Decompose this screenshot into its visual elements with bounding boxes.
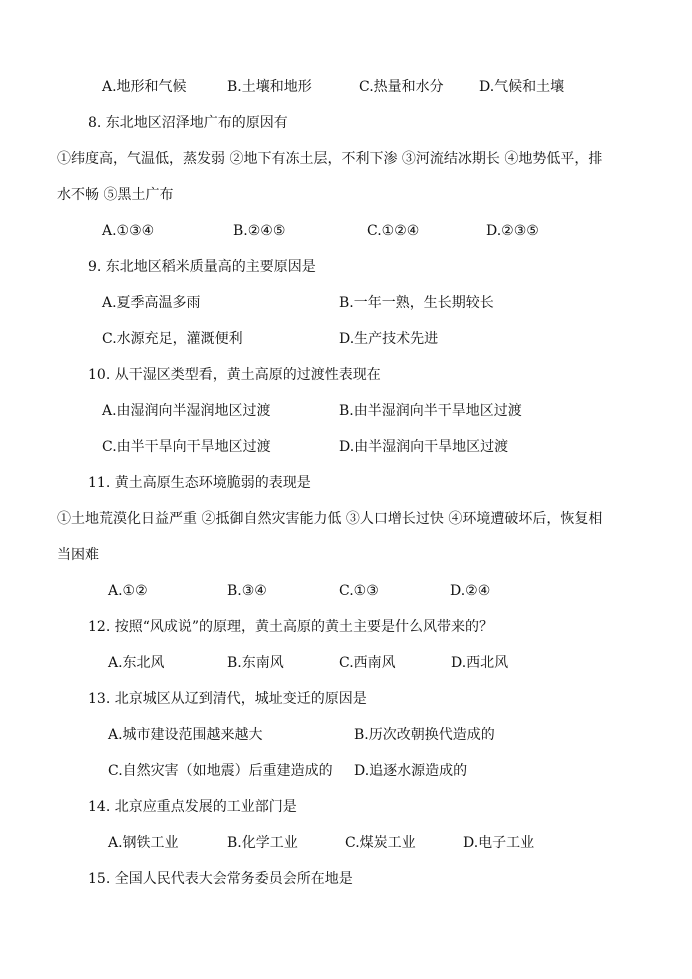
q11-statements-line1: ①土地荒漠化日益严重 ②抵御自然灾害能力低 ③人口增长过快 ④环境遭破坏后，恢复相 bbox=[57, 511, 603, 527]
q8-stem: 8. 东北地区沼泽地广布的原因有 bbox=[88, 115, 288, 131]
q12-option-a: A.东北风 bbox=[108, 655, 165, 671]
q14-option-a: A.钢铁工业 bbox=[108, 835, 179, 851]
q10-option-d: D.由半湿润向干旱地区过渡 bbox=[339, 439, 509, 455]
q8-option-a: A.①③④ bbox=[102, 223, 155, 239]
q11-option-c: C.①③ bbox=[339, 583, 379, 599]
q7-option-b: B.土壤和地形 bbox=[227, 79, 312, 95]
q11-option-a: A.①② bbox=[108, 583, 148, 599]
q9-option-c: C.水源充足，灌溉便利 bbox=[102, 331, 243, 347]
q10-option-c: C.由半干旱向干旱地区过渡 bbox=[102, 439, 271, 455]
q7-option-d: D.气候和土壤 bbox=[479, 79, 565, 95]
q10-option-a: A.由湿润向半湿润地区过渡 bbox=[102, 403, 271, 419]
q8-option-b: B.②④⑤ bbox=[233, 223, 286, 239]
q11-option-b: B.③④ bbox=[227, 583, 267, 599]
q14-option-d: D.电子工业 bbox=[463, 835, 535, 851]
q14-option-b: B.化学工业 bbox=[227, 835, 298, 851]
q13-option-d: D.追逐水源造成的 bbox=[354, 763, 468, 779]
q8-statements-line2: 水不畅 ⑤黑土广布 bbox=[57, 187, 174, 203]
q9-stem: 9. 东北地区稻米质量高的主要原因是 bbox=[88, 259, 316, 275]
q7-option-a: A.地形和气候 bbox=[102, 79, 187, 95]
q7-option-c: C.热量和水分 bbox=[359, 79, 444, 95]
q13-stem: 13. 北京城区从辽到清代，城址变迁的原因是 bbox=[88, 691, 367, 707]
q9-option-d: D.生产技术先进 bbox=[339, 331, 439, 347]
q12-option-d: D.西北风 bbox=[451, 655, 509, 671]
q12-option-c: C.西南风 bbox=[339, 655, 396, 671]
q8-statements-line1: ①纬度高，气温低，蒸发弱 ②地下有冻土层，不利下渗 ③河流结冰期长 ④地势低平，排 bbox=[57, 151, 603, 167]
q11-stem: 11. 黄土高原生态环境脆弱的表现是 bbox=[88, 475, 311, 491]
q12-option-b: B.东南风 bbox=[227, 655, 284, 671]
q14-stem: 14. 北京应重点发展的工业部门是 bbox=[88, 799, 297, 815]
q13-option-b: B.历次改朝换代造成的 bbox=[354, 727, 495, 743]
q11-statements-line2: 当困难 bbox=[57, 547, 99, 563]
q10-option-b: B.由半湿润向半干旱地区过渡 bbox=[339, 403, 522, 419]
q9-option-b: B.一年一熟，生长期较长 bbox=[339, 295, 494, 311]
q11-option-d: D.②④ bbox=[450, 583, 491, 599]
q12-stem: 12. 按照“风成说”的原理，黄土高原的黄土主要是什么风带来的？ bbox=[88, 619, 494, 635]
q8-option-d: D.②③⑤ bbox=[486, 223, 539, 239]
q15-stem: 15. 全国人民代表大会常务委员会所在地是 bbox=[88, 871, 353, 887]
q14-option-c: C.煤炭工业 bbox=[345, 835, 416, 851]
q8-option-c: C.①②④ bbox=[367, 223, 420, 239]
q13-option-c: C.自然灾害（如地震）后重建造成的 bbox=[108, 763, 333, 779]
q13-option-a: A.城市建设范围越来越大 bbox=[108, 727, 263, 743]
q10-stem: 10. 从干湿区类型看，黄土高原的过渡性表现在 bbox=[88, 367, 381, 383]
q9-option-a: A.夏季高温多雨 bbox=[102, 295, 201, 311]
